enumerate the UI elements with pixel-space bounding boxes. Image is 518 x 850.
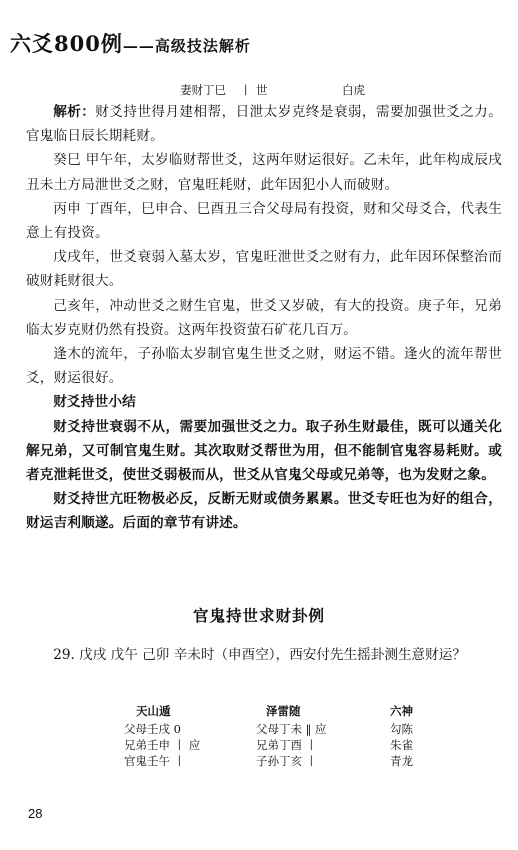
hexagram-row: 朱雀 (390, 738, 413, 752)
summary-paragraph: 财爻持世亢旺物极必反，反断无财或债务累累。世爻专旺也为好的组合，财运吉利顺遂。后面的章节有讲述。 (26, 491, 502, 532)
hexagram-gods (390, 703, 413, 769)
summary-paragraph: 财爻持世衰弱不从，需要加强世爻之力。取子孙生财最佳，既可以通关化解兄弟，又可制官鬼生财。其次取财爻帮世为用，但不能制官鬼容易耗财。或者克泄耗世爻，使世爻弱极而从，世爻从官鬼父母或兄弟等，也为发财之象。 (26, 418, 502, 484)
book-title: 六爻800例 (10, 31, 123, 56)
hexagram-row: 父母壬戌 0 (124, 722, 181, 736)
hexagram-name: 天山遁 (136, 704, 171, 718)
hexagram-row: 官鬼壬午 丨 (124, 754, 186, 768)
line-mark: 丨 (240, 83, 252, 97)
paragraph: 癸巳 甲午年，太岁临财帮世爻，这两年财运很好。乙未年，此年构成辰戌丑未土方局泄世爻之财，官鬼旺耗财，此年因犯小人而破财。 (26, 152, 502, 193)
paragraph: 丙申 丁酉年，巳申合、巳酉丑三合父母局有投资，财和父母爻合，代表生意上有投资。 (26, 200, 502, 242)
section-heading: 官鬼持世求财卦例 (192, 606, 325, 625)
line-god: 白虎 (342, 83, 365, 97)
case-intro (26, 643, 502, 667)
hexagram-row: 兄弟丁酉 丨 (256, 738, 318, 752)
paragraph-lead: 解析： (53, 104, 96, 120)
line-shi: 世 (256, 83, 268, 97)
hexagram-row: 子孙丁亥 丨 (256, 754, 318, 768)
analysis-body (26, 100, 502, 536)
hexagram-name: 六神 (390, 704, 413, 718)
line-relation: 妻财丁巳 (180, 83, 226, 97)
book-subtitle: ——高级技法解析 (122, 37, 251, 55)
hexagram-row: 兄弟壬申 丨 应 (124, 738, 201, 752)
paragraph: 解析：财爻持世得月建相帮，日泄太岁克终是衰弱，需要加强世爻之力。官鬼临日辰长期耗财。 (26, 104, 502, 145)
hexagram-row: 勾陈 (390, 722, 413, 736)
hexagram-row: 父母丁未 ‖ 应 (256, 722, 327, 736)
hexagram-row: 青龙 (390, 754, 413, 768)
summary-title: 财爻持世小结 (53, 394, 136, 411)
paragraph: 己亥年，冲动世爻之财生官鬼，世爻又岁破，有大的投资。庚子年，兄弟临太岁克财仍然有投资。这两年投资萤石矿花几百万。 (26, 297, 502, 338)
hexagram-left (124, 703, 200, 769)
paragraph: 戊戌年，世爻衰弱入墓太岁，官鬼旺泄世爻之财有力，此年因环保整治而破财耗财很大。 (26, 249, 502, 290)
hexagram-name: 泽雷随 (266, 704, 301, 718)
paragraph: 逢木的流年，子孙临太岁制官鬼生世爻之财，财运不错。逢火的流年帮世爻，财运很好。 (26, 346, 502, 387)
page-number: 28 (28, 806, 43, 821)
running-header (10, 28, 510, 58)
case-text: 29. 戊戌 戊午 己卯 辛未时（申酉空），西安付先生摇卦测生意财运？ (53, 647, 466, 663)
hexagram-middle (256, 703, 327, 769)
